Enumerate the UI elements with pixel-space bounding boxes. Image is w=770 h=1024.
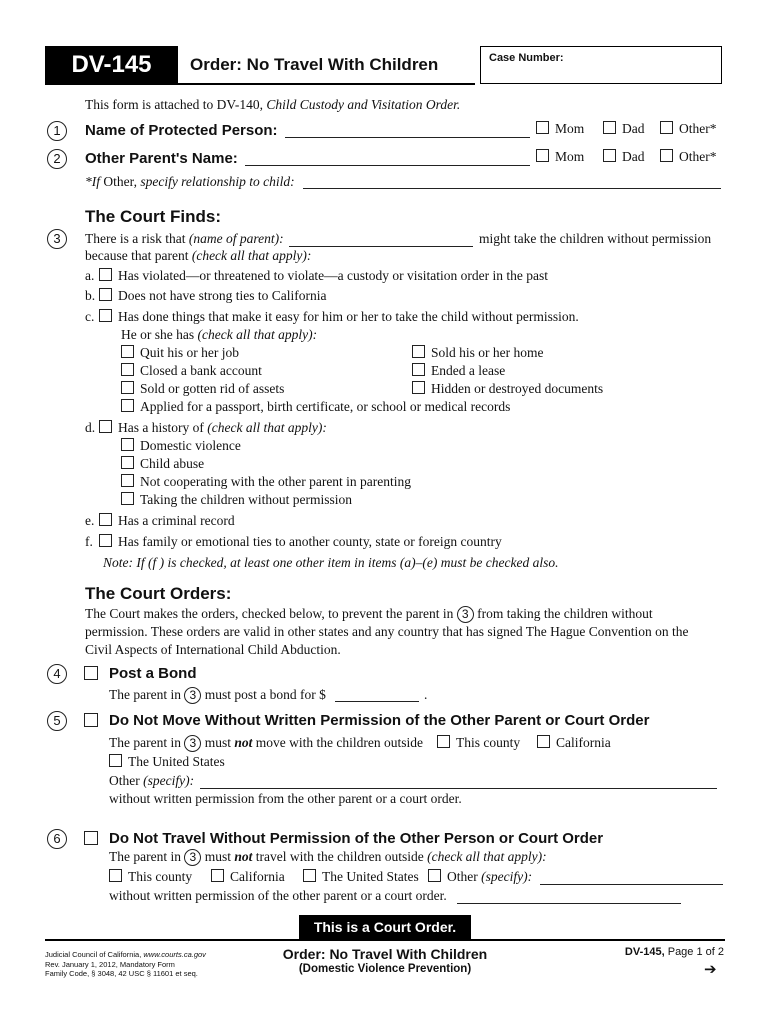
opt-taking: Taking the children without permission [121,492,352,508]
finding-c-checkbox[interactable] [99,309,112,322]
finding-a-checkbox[interactable] [99,268,112,281]
item-5-checkbox-wrap [84,713,98,731]
court-orders-heading: The Court Orders: [85,584,232,603]
item-4-number: 4 [47,664,67,684]
finding-b: b. Does not have strong ties to California [85,288,327,303]
item-6-checkbox[interactable] [84,831,98,845]
form-id-box: DV-145 [45,46,178,84]
opt-not-coop: Not cooperating with the other parent in parenting [121,474,411,490]
finding-a: a. Has violated—or threatened to violate—a custody or visitation order in the past [85,268,549,283]
item-6-closing-field[interactable] [457,889,681,904]
ended-lease-checkbox[interactable] [412,363,425,376]
item-6-other-checkbox[interactable] [428,869,441,882]
closed-bank-checkbox[interactable] [121,363,134,376]
orders-paragraph-2: permission. These orders are valid in other states and any country that has signed The Hague Convention on the [85,624,689,639]
child-abuse-checkbox[interactable] [121,456,134,469]
footer-left [45,950,206,979]
item-1-other: Other* [660,121,717,137]
item-6-other: Other (specify): [428,869,532,885]
item-1-number: 1 [47,121,67,141]
risk-line-end: might take the children without permission [479,231,712,246]
finding-b-checkbox[interactable] [99,288,112,301]
item2-mom-checkbox[interactable] [536,149,549,162]
item-6-county-checkbox[interactable] [109,869,122,882]
footer-center [240,946,530,975]
other-parent-name-field[interactable] [245,151,530,166]
other-parent-label: Other Parent's Name: [85,150,238,167]
item-5-california: California [537,735,611,751]
next-page-arrow-icon[interactable]: ➔ [704,960,717,978]
item-5-county-checkbox[interactable] [437,735,450,748]
other-relationship-note: *If Other, specify relationship to child: [85,174,295,189]
finding-c: c. Has done things that make it easy for him or her to take the child without permission. [85,309,579,324]
item-2-mom: Mom [536,149,584,165]
because-line: because that parent (check all that apply): [85,248,312,263]
intro-text: This form is attached to DV-140, Child Custody and Visitation Order. [85,97,461,112]
opt-ended-lease: Ended a lease [412,363,505,379]
finding-d: d. Has a history of (check all that apply): [85,420,327,435]
opt-applied: Applied for a passport, birth certificate, or school or medical records [121,399,510,415]
item-4-checkbox-wrap [84,666,98,684]
risk-line: There is a risk that (name of parent): [85,231,284,246]
item-6-us: The United States [303,869,419,885]
footer-code: Family Code, § 3048, 42 USC § 11601 et seq. [45,969,198,978]
court-finds-heading: The Court Finds: [85,207,221,226]
opt-quit: Quit his or her job [121,345,239,361]
item-6-county: This county [109,869,192,885]
item-6-california: California [211,869,285,885]
item-5-california-checkbox[interactable] [537,735,550,748]
case-number-label: Case Number: [489,52,564,64]
opt-dv: Domestic violence [121,438,241,454]
item-6-title: Do Not Travel Without Permission of the Other Person or Court Order [109,830,604,847]
item-6-california-checkbox[interactable] [211,869,224,882]
finding-note: Note: If (f ) is checked, at least one other item in items (a)–(e) must be checked also. [103,555,559,570]
item2-dad-checkbox[interactable] [603,149,616,162]
footer-revision: Rev. January 1, 2012, Mandatory Form [45,959,175,969]
finding-e: e. Has a criminal record [85,513,235,528]
item-2-number: 2 [47,149,67,169]
orders-paragraph-3: Civil Aspects of International Child Abduction. [85,642,341,657]
item-6-other-field[interactable] [540,870,723,885]
item-4-checkbox[interactable] [84,666,98,680]
item-5-other-field[interactable] [200,774,717,789]
protected-person-label: Name of Protected Person: [85,122,278,139]
not-coop-checkbox[interactable] [121,474,134,487]
taking-checkbox[interactable] [121,492,134,505]
finding-f: f. Has family or emotional ties to another county, state or foreign country [85,534,502,549]
bond-amount-field[interactable] [335,688,419,702]
applied-checkbox[interactable] [121,399,134,412]
opt-sold-home: Sold his or her home [412,345,544,361]
item-5-other: Other (specify): [109,773,195,788]
footer-right: DV-145, Page 1 of 2 [624,946,724,958]
item-5-closing: without written permission from the other parent or a court order. [109,791,462,806]
item-1-options: Mom [536,121,584,137]
item-5-number: 5 [47,711,67,731]
item1-other-checkbox[interactable] [660,121,673,134]
protected-person-name-field[interactable] [285,123,530,138]
relationship-field[interactable] [303,174,721,189]
item1-dad-checkbox[interactable] [603,121,616,134]
opt-sold-assets: Sold or gotten rid of assets [121,381,284,397]
header-rule [45,83,475,85]
item-5-county: This county [437,735,520,751]
item-5-title: Do Not Move Without Written Permission of the Other Parent or Court Order [109,712,650,729]
sold-home-checkbox[interactable] [412,345,425,358]
court-order-banner: This is a Court Order. [299,915,471,939]
item-2-dad: Dad [603,149,645,165]
item-2-other: Other* [660,149,717,165]
item-5-checkbox[interactable] [84,713,98,727]
footer-subtitle: (Domestic Violence Prevention) [298,963,472,975]
footer-rule [45,939,725,941]
dv-checkbox[interactable] [121,438,134,451]
item-6-text: The parent in 3 must not travel with the children outside (check all that apply): [109,849,547,864]
item-1-dad: Dad [603,121,645,137]
item-6-us-checkbox[interactable] [303,869,316,882]
item-5-us-checkbox[interactable] [109,754,122,767]
finding-d-checkbox[interactable] [99,420,112,433]
item-4-text: The parent in 3 must post a bond for $ [109,687,326,702]
footer-publisher: Judicial Council of California, www.courts.ca.gov [45,950,206,959]
parent-name-field[interactable] [289,232,473,247]
item-5-us: The United States [109,754,225,770]
item-5-text: The parent in 3 must not move with the children outside [109,735,423,750]
item-6-checkbox-wrap [84,831,98,849]
opt-hidden-docs: Hidden or destroyed documents [412,381,603,397]
case-number-box[interactable] [480,46,722,84]
hidden-docs-checkbox[interactable] [412,381,425,394]
opt-closed-bank: Closed a bank account [121,363,262,379]
item2-other-checkbox[interactable] [660,149,673,162]
opt-child-abuse: Child abuse [121,456,204,472]
sold-assets-checkbox[interactable] [121,381,134,394]
footer-title: Order: No Travel With Children [282,946,488,962]
item-4-title: Post a Bond [109,665,197,682]
item-6-closing: without written permission of the other parent or a court order. [109,888,447,903]
item-4-period: . [424,687,428,702]
item1-mom-checkbox[interactable] [536,121,549,134]
orders-paragraph-1: The Court makes the orders, checked below, to prevent the parent in 3 from taking the children without [85,606,653,621]
item-6-number: 6 [47,829,67,849]
page-title: Order: No Travel With Children [190,55,439,74]
item-3-number: 3 [47,229,67,249]
finding-c-sub: He or she has (check all that apply): [121,327,318,342]
finding-f-checkbox[interactable] [99,534,112,547]
finding-e-checkbox[interactable] [99,513,112,526]
quit-job-checkbox[interactable] [121,345,134,358]
